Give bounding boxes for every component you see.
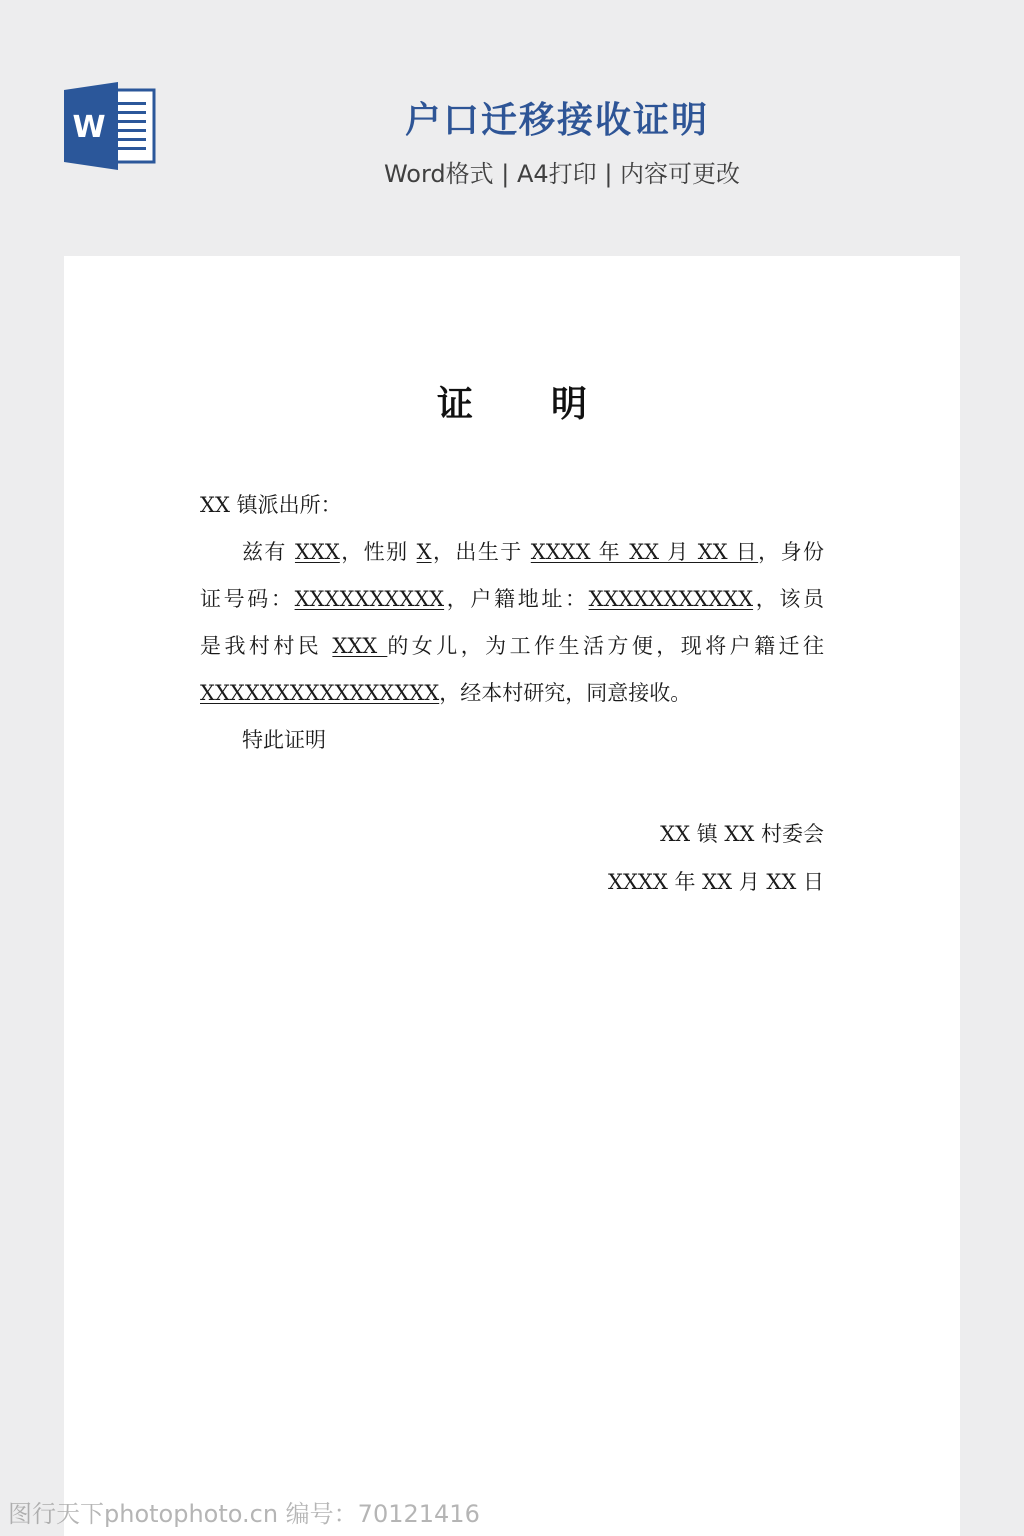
text-segment: ，该员: [753, 587, 825, 611]
name-field: XXX: [294, 540, 340, 564]
parent-name-field: XXX: [332, 634, 388, 658]
watermark-text: 图行天下photophoto.cn 编号：70121416: [8, 1500, 480, 1528]
document-title-part1: 证: [436, 383, 473, 425]
text-segment: ，性别: [339, 540, 417, 564]
page-title: 户口迁移接收证明: [404, 100, 709, 141]
document-title: [0, 376, 1024, 427]
text-segment: 是我村村民: [200, 634, 333, 658]
gender-field: X: [416, 540, 432, 564]
document-body: [200, 482, 824, 764]
text-segment: ，出生于: [431, 540, 531, 564]
salutation: XX 镇派出所：: [200, 493, 342, 517]
signature-line: XX 镇 XX 村委会: [660, 822, 824, 846]
address-field: XXXXXXXXXXX: [588, 587, 754, 611]
header: [0, 0, 1024, 256]
id-number-field: XXXXXXXXXX: [294, 587, 445, 611]
word-icon-letter: W: [72, 110, 106, 145]
paragraph-line-2: [200, 576, 824, 623]
paragraph-line-4: [200, 670, 824, 717]
text-segment: ，身份: [758, 540, 824, 564]
date-line: XXXX 年 XX 月 XX 日: [608, 870, 824, 894]
destination-field: XXXXXXXXXXXXXXXX: [200, 681, 440, 705]
text-segment: ，户籍地址：: [444, 587, 589, 611]
document-title-part2: 明: [551, 383, 588, 425]
text-segment: ，经本村研究，同意接收。: [439, 681, 692, 705]
text-segment: 证号码：: [200, 587, 295, 611]
paragraph-line-3: [200, 623, 824, 670]
document-paper: [64, 256, 960, 1536]
birth-date-field: XXXX 年 XX 月 XX 日: [530, 540, 759, 564]
text-segment: 的女儿，为工作生活方便，现将户籍迁往: [387, 634, 824, 658]
page-subtitle: Word格式 | A4打印 | 内容可更改: [383, 160, 741, 188]
text-segment: 兹有: [242, 540, 295, 564]
closing-text: 特此证明: [242, 728, 326, 752]
paragraph-line-1: [200, 529, 824, 576]
